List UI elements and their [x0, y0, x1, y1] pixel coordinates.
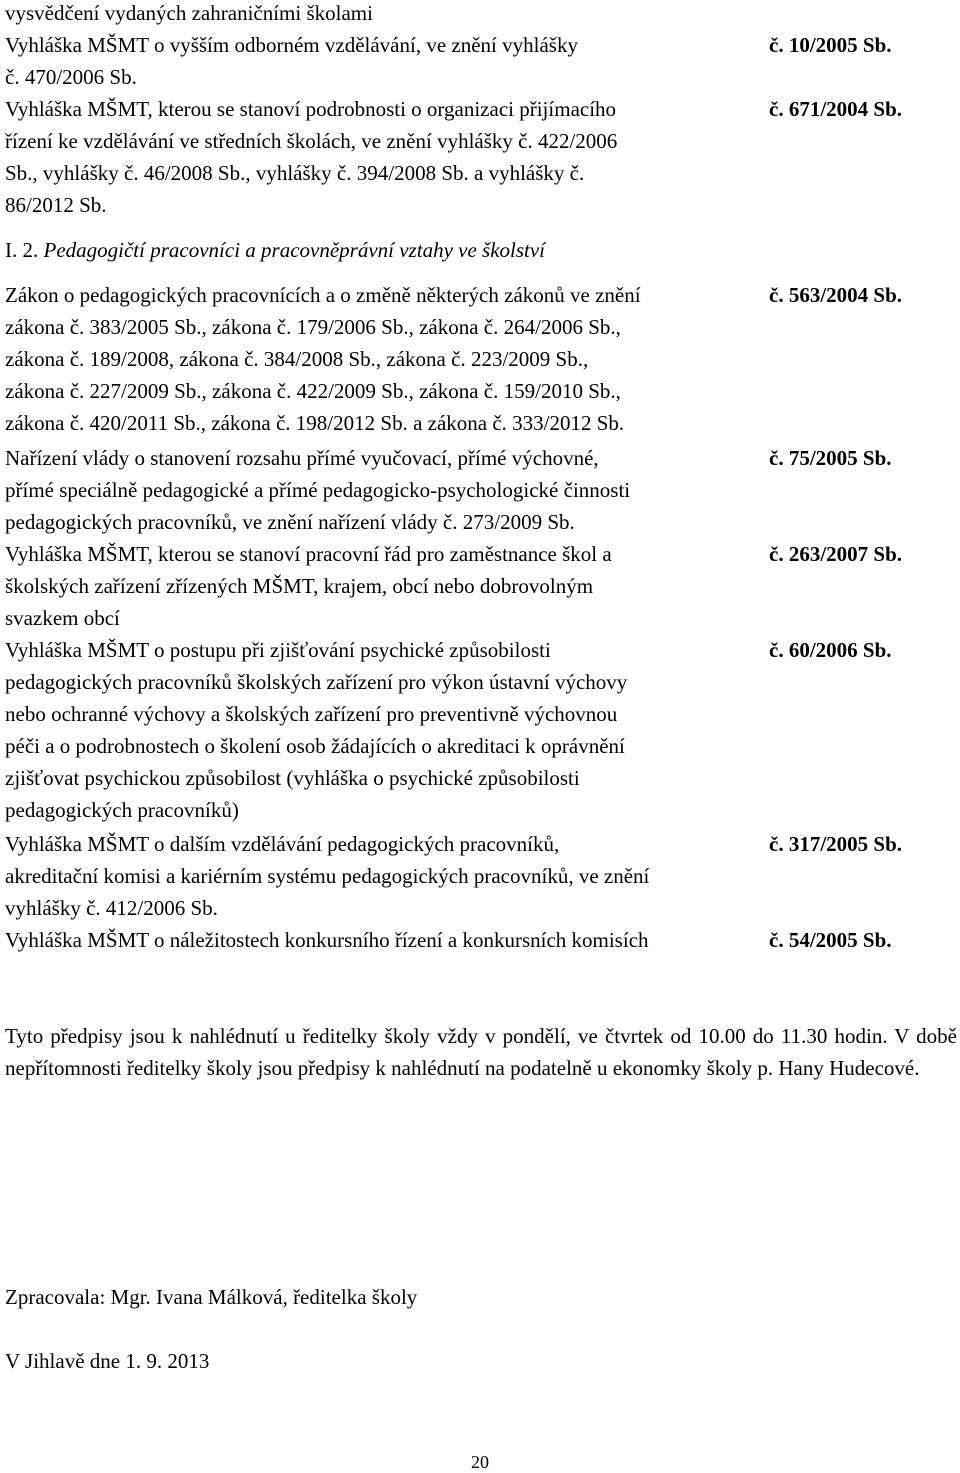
section-title: Pedagogičtí pracovníci a pracovněprávní vztahy ve školství [43, 238, 546, 262]
entry-line: Vyhláška MŠMT o vyšším odborném vzdělávání, ve znění vyhlášky [5, 33, 578, 57]
entry-line: vysvědčení vydaných zahraničními školami [5, 1, 373, 25]
entry-line: pedagogických pracovníků, ve znění nařízení vlády č. 273/2009 Sb. [5, 510, 575, 534]
entry-line: Zákon o pedagogických pracovnících a o změně některých zákonů ve znění [5, 283, 641, 307]
entry-line: vyhlášky č. 412/2006 Sb. [5, 896, 218, 920]
entry-line: Vyhláška MŠMT o postupu při zjišťování psychické způsobilosti [5, 638, 551, 662]
page-number: 20 [471, 1452, 489, 1472]
entry-line: Sb., vyhlášky č. 46/2008 Sb., vyhlášky č. 394/2008 Sb. a vyhlášky č. [5, 161, 585, 185]
entry-line: pedagogických pracovníků) [5, 798, 239, 822]
entry-line: zákona č. 189/2008, zákona č. 384/2008 Sb., zákona č. 223/2009 Sb., [5, 347, 589, 371]
entry-line: Vyhláška MŠMT, kterou se stanoví podrobnosti o organizaci přijímacího [5, 97, 617, 121]
entry-line: zjišťovat psychickou způsobilost (vyhláška o psychické způsobilosti [5, 766, 580, 790]
regulation-number: č. 563/2004 Sb. [769, 283, 903, 307]
entry-line: Vyhláška MŠMT, kterou se stanoví pracovní řád pro zaměstnance škol a [5, 542, 612, 566]
entry-line: přímé speciálně pedagogické a přímé pedagogicko-psychologické činnosti [5, 478, 631, 502]
place-date: V Jihlavě dne 1. 9. 2013 [5, 1349, 210, 1373]
regulation-number: č. 60/2006 Sb. [769, 638, 892, 662]
section-heading [5, 240, 545, 261]
entry-line: nebo ochranné výchovy a školských zařízení pro preventivně výchovnou [5, 702, 618, 726]
section-prefix: I. 2. [5, 238, 39, 262]
entry-line: řízení ke vzdělávání ve středních školách, ve znění vyhlášky č. 422/2006 [5, 129, 618, 153]
entry-line: péči a o podrobnostech o školení osob žádajících o akreditaci k oprávnění [5, 734, 625, 758]
entry-line: Vyhláška MŠMT o dalším vzdělávání pedagogických pracovníků, [5, 832, 560, 856]
entry-line: Nařízení vlády o stanovení rozsahu přímé vyučovací, přímé výchovné, [5, 446, 599, 470]
entry-line: Vyhláška MŠMT o náležitostech konkursního řízení a konkursních komisích [5, 928, 649, 952]
entry-line: 86/2012 Sb. [5, 193, 107, 217]
regulation-number: č. 317/2005 Sb. [769, 832, 903, 856]
entry-line: č. 470/2006 Sb. [5, 65, 137, 89]
entry-line: svazkem obcí [5, 606, 120, 630]
regulation-number: č. 10/2005 Sb. [769, 33, 892, 57]
regulation-number: č. 75/2005 Sb. [769, 446, 892, 470]
entry-line: akreditační komisi a kariérním systému pedagogických pracovníků, ve znění [5, 864, 650, 888]
entry-line: pedagogických pracovníků školských zařízení pro výkon ústavní výchovy [5, 670, 628, 694]
regulation-number: č. 671/2004 Sb. [769, 97, 903, 121]
entry-line: zákona č. 383/2005 Sb., zákona č. 179/2006 Sb., zákona č. 264/2006 Sb., [5, 315, 621, 339]
regulation-number: č. 54/2005 Sb. [769, 928, 892, 952]
entry-line: zákona č. 420/2011 Sb., zákona č. 198/2012 Sb. a zákona č. 333/2012 Sb. [5, 411, 625, 435]
entry-line: školských zařízení zřízených MŠMT, krajem, obcí nebo dobrovolným [5, 574, 594, 598]
notice-paragraph: Tyto předpisy jsou k nahlédnutí u ředitelky školy vždy v pondělí, ve čtvrtek od 10.00 do 11.30 hodin. V době nepřítomnosti ředitelky školy jsou předpisy k nahlédnutí na podatelně u ekonomky školy p. Hany Hudecové. [5, 1024, 957, 1080]
prepared-by: Zpracovala: Mgr. Ivana Málková, ředitelka školy [5, 1285, 418, 1309]
regulation-number: č. 263/2007 Sb. [769, 542, 903, 566]
entry-line: zákona č. 227/2009 Sb., zákona č. 422/2009 Sb., zákona č. 159/2010 Sb., [5, 379, 621, 403]
